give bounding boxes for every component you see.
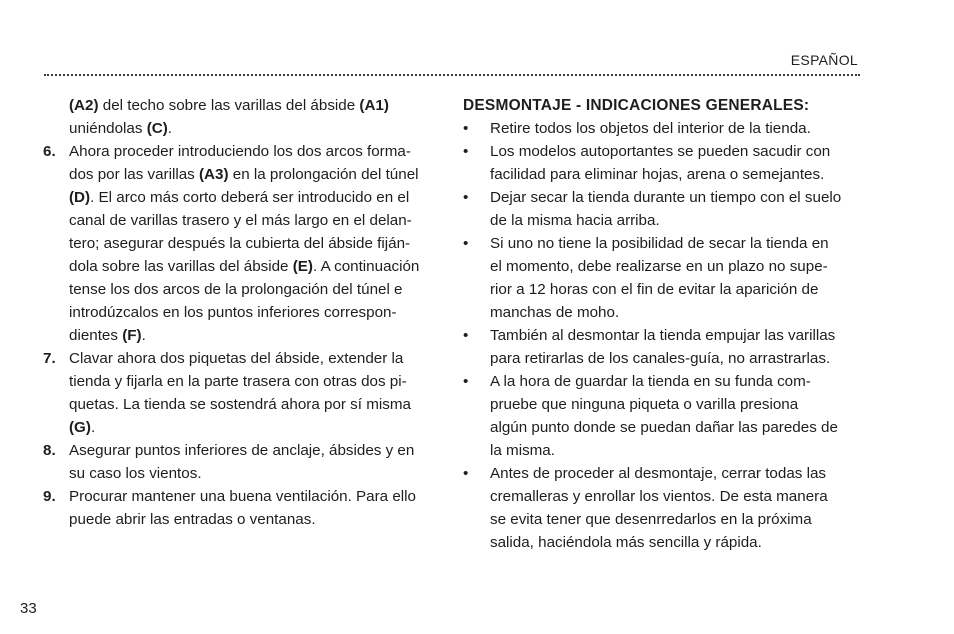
numbered-list (43, 140, 438, 531)
text-run: Procurar mantener una buena ventilación. Para ello (69, 488, 416, 505)
text-line (69, 232, 438, 255)
step-text (69, 485, 438, 531)
bullet-item (463, 186, 860, 232)
bullet-item (463, 117, 860, 140)
text-run: . (141, 327, 146, 344)
bullet-text (490, 186, 860, 232)
figure-reference: (F) (122, 327, 142, 344)
text-run: . (167, 120, 173, 137)
bullet-text (490, 324, 860, 370)
text-line: Antes de proceder al desmontaje, cerrar todas las (490, 465, 826, 482)
text-line (69, 94, 438, 117)
text-line (69, 163, 438, 186)
figure-reference: (E) (292, 258, 313, 275)
header-language: ESPAÑOL (790, 52, 858, 68)
text-line: facilidad para eliminar hojas, arena o semejantes. (490, 166, 825, 183)
text-line: A la hora de guardar la tienda en su funda com- (490, 373, 811, 390)
text-line (69, 485, 438, 508)
text-line: Dejar secar la tienda durante un tiempo con el suelo (490, 189, 842, 206)
text-run: . A continuación (312, 258, 420, 275)
text-line: algún punto donde se puedan dañar las paredes de (490, 419, 838, 436)
text-line: salida, haciéndola más sencilla y rápida. (490, 534, 762, 551)
text-run: tense los dos arcos de la prolongación del túnel e (69, 281, 403, 298)
text-line (69, 278, 438, 301)
bullet-icon: • (463, 235, 469, 252)
bullet-item (463, 462, 860, 554)
text-line: se evita tener que desenrredarlos en la próxima (490, 511, 812, 528)
text-run: quetas. La tienda se sostendrá ahora por sí misma (69, 396, 411, 413)
text-line (69, 370, 438, 393)
figure-reference: (G) (69, 419, 91, 436)
step-text (69, 140, 438, 347)
text-run: del techo sobre las varillas del ábside (98, 97, 360, 114)
numbered-step (43, 485, 438, 531)
text-run: en la prolongación del túnel (228, 166, 419, 183)
bullet-icon: • (463, 373, 469, 390)
bullet-item (463, 370, 860, 462)
text-line (69, 347, 438, 370)
text-line (69, 462, 438, 485)
bullet-icon: • (463, 143, 469, 160)
text-run: dos por las varillas (69, 166, 199, 183)
text-line: También al desmontar la tienda empujar las varillas (490, 327, 836, 344)
text-line: pruebe que ninguna piqueta o varilla presiona (490, 396, 799, 413)
text-line (69, 324, 438, 347)
numbered-step (43, 140, 438, 347)
text-run: uniéndolas (69, 120, 147, 137)
text-run: Asegurar puntos inferiores de anclaje, ábsides y en (69, 442, 415, 459)
text-run: . El arco más corto deberá ser introducido en el (90, 189, 410, 206)
text-line: el momento, debe realizarse en un plazo no supe- (490, 258, 828, 275)
bullet-icon: • (463, 465, 469, 482)
bullet-icon: • (463, 120, 469, 137)
page-number: 33 (20, 600, 37, 617)
text-line (69, 508, 438, 531)
text-line (69, 140, 438, 163)
text-run: canal de varillas trasero y el más largo en el delan- (69, 212, 412, 229)
text-line: Si uno no tiene la posibilidad de secar la tienda en (490, 235, 829, 252)
figure-reference: (A2) (69, 97, 99, 114)
bullet-text (490, 370, 860, 462)
section-heading: DESMONTAJE - INDICACIONES GENERALES: (463, 97, 810, 114)
bullet-item (463, 232, 860, 324)
right-column (463, 94, 860, 554)
text-line: rior a 12 horas con el fin de evitar la aparición de (490, 281, 819, 298)
step-number: 6. (43, 143, 56, 160)
text-run: su caso los vientos. (69, 465, 202, 482)
text-line: Retire todos los objetos del interior de la tienda. (490, 120, 811, 137)
text-run: tero; asegurar después la cubierta del ábside fiján- (69, 235, 411, 252)
figure-reference: (A1) (359, 97, 389, 114)
text-run: Ahora proceder introduciendo los dos arcos forma- (69, 143, 411, 160)
text-line: para retirarlas de los canales-guía, no arrastrarlas. (490, 350, 831, 367)
bullet-text (490, 140, 860, 186)
bullet-item (463, 324, 860, 370)
text-line: cremalleras y enrollar los vientos. De esta manera (490, 488, 828, 505)
continuation-paragraph (43, 94, 438, 140)
text-line: de la misma hacia arriba. (490, 212, 660, 229)
bullet-text (490, 462, 860, 554)
text-run: dola sobre las varillas del ábside (69, 258, 293, 275)
text-line (69, 117, 438, 140)
text-line (69, 301, 438, 324)
header-dotted-rule (44, 74, 860, 76)
figure-reference: (C) (146, 120, 168, 137)
step-text (69, 439, 438, 485)
text-line (69, 416, 438, 439)
text-line (69, 186, 438, 209)
text-run: Clavar ahora dos piquetas del ábside, extender la (69, 350, 404, 367)
bullet-text (490, 232, 860, 324)
text-line: Los modelos autoportantes se pueden sacudir con (490, 143, 831, 160)
text-line (69, 393, 438, 416)
text-run: puede abrir las entradas o ventanas. (69, 511, 316, 528)
bullet-text (490, 117, 860, 140)
bullet-item (463, 140, 860, 186)
step-number: 7. (43, 350, 56, 367)
text-line: manchas de moho. (490, 304, 620, 321)
step-number: 9. (43, 488, 56, 505)
step-text (69, 347, 438, 439)
figure-reference: (D) (69, 189, 91, 206)
text-run: dientes (69, 327, 123, 344)
bullet-icon: • (463, 189, 469, 206)
figure-reference: (A3) (199, 166, 229, 183)
numbered-step (43, 439, 438, 485)
bullet-icon: • (463, 327, 469, 344)
text-run: tienda y fijarla en la parte trasera con otras dos pi- (69, 373, 407, 390)
text-line: la misma. (490, 442, 555, 459)
text-run: introdúzcalos en los puntos inferiores correspon- (69, 304, 397, 321)
bullet-list (463, 117, 860, 554)
text-line (69, 439, 438, 462)
step-number: 8. (43, 442, 56, 459)
left-column (43, 94, 438, 531)
numbered-step (43, 347, 438, 439)
text-line (69, 209, 438, 232)
text-line (69, 255, 438, 278)
text-run: . (90, 419, 96, 436)
